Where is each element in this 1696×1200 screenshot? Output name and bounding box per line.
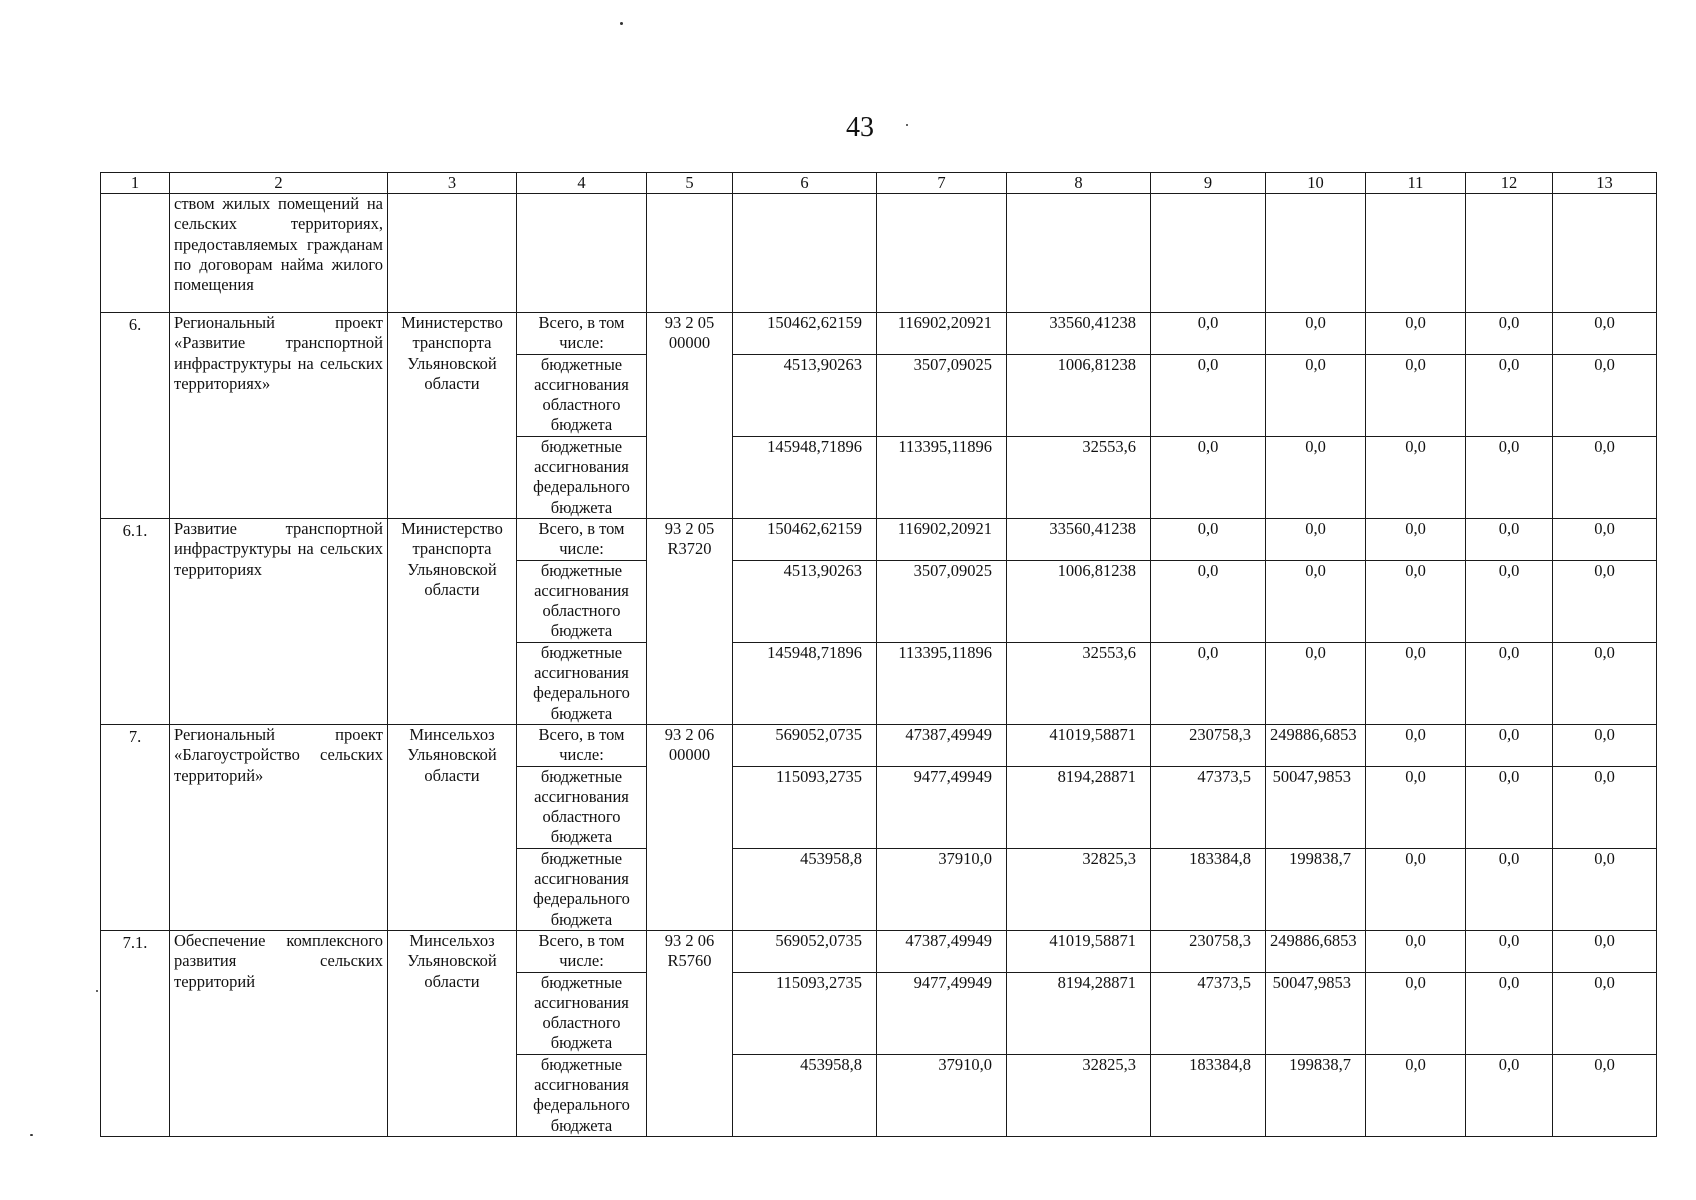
value-cell: 0,0: [1151, 313, 1266, 355]
value-cell: 0,0: [1366, 848, 1466, 930]
measure-name: Региональный проект «Развитие транспортной инфраструктуры на сельских территориях»: [170, 313, 388, 519]
value-cell: 0,0: [1151, 518, 1266, 560]
value-cell: 0,0: [1151, 560, 1266, 642]
value-cell: 47373,5: [1151, 766, 1266, 848]
value-cell: 0,0: [1151, 436, 1266, 518]
value-cell: 0,0: [1466, 766, 1553, 848]
table-row-total: [101, 518, 1657, 560]
header-cell: 9: [1151, 173, 1266, 194]
value-cell: 199838,7: [1266, 1054, 1366, 1136]
funding-source: бюджетные ассигнования областного бюджета: [517, 354, 647, 436]
value-cell: 0,0: [1553, 930, 1657, 972]
value-cell: 8194,28871: [1007, 766, 1151, 848]
value-cell: 0,0: [1466, 436, 1553, 518]
value-cell: 47387,49949: [877, 930, 1007, 972]
table-row-total: [101, 724, 1657, 766]
value-cell: 0,0: [1366, 313, 1466, 355]
row-number: 7.1.: [101, 930, 170, 1136]
value-cell: 0,0: [1553, 313, 1657, 355]
value-cell: 9477,49949: [877, 972, 1007, 1054]
funding-source: Всего, в том числе:: [517, 313, 647, 355]
executor-name: Минсельхоз Ульяновской области: [388, 930, 517, 1136]
value-cell: 145948,71896: [733, 436, 877, 518]
value-cell: 50047,9853: [1266, 766, 1366, 848]
value-cell: 32553,6: [1007, 642, 1151, 724]
value-cell: 453958,8: [733, 848, 877, 930]
value-cell: 0,0: [1553, 518, 1657, 560]
value-cell: 569052,0735: [733, 724, 877, 766]
value-cell: 150462,62159: [733, 518, 877, 560]
value-cell: 37910,0: [877, 848, 1007, 930]
scan-speck: [906, 124, 908, 126]
table-row-total: [101, 930, 1657, 972]
budget-code: 93 2 05 00000: [647, 313, 733, 519]
value-cell: 0,0: [1466, 313, 1553, 355]
value-cell: 116902,20921: [877, 518, 1007, 560]
value-cell: 0,0: [1553, 354, 1657, 436]
funding-source: бюджетные ассигнования областного бюджета: [517, 972, 647, 1054]
empty-cell: [1151, 194, 1266, 313]
funding-source: бюджетные ассигнования федерального бюджета: [517, 436, 647, 518]
value-cell: 0,0: [1366, 518, 1466, 560]
funding-source: бюджетные ассигнования федерального бюджета: [517, 642, 647, 724]
measure-name: Развитие транспортной инфраструктуры на сельских территориях: [170, 518, 388, 724]
value-cell: 0,0: [1266, 560, 1366, 642]
empty-cell: [1466, 194, 1553, 313]
header-cell: 4: [517, 173, 647, 194]
row-number: 6.: [101, 313, 170, 519]
continuation-name: ством жилых помещений на сельских территориях, предоставляемых гражданам по договорам найма жилого помещения: [170, 194, 388, 313]
empty-cell: [388, 194, 517, 313]
measure-name: Обеспечение комплексного развития сельских территорий: [170, 930, 388, 1136]
value-cell: 4513,90263: [733, 354, 877, 436]
value-cell: 113395,11896: [877, 642, 1007, 724]
value-cell: 115093,2735: [733, 972, 877, 1054]
scan-speck: [30, 1134, 33, 1136]
value-cell: 32553,6: [1007, 436, 1151, 518]
value-cell: 37910,0: [877, 1054, 1007, 1136]
value-cell: 0,0: [1366, 642, 1466, 724]
empty-cell: [1553, 194, 1657, 313]
funding-source: бюджетные ассигнования федерального бюджета: [517, 848, 647, 930]
scan-speck: [96, 990, 98, 992]
value-cell: 1006,81238: [1007, 354, 1151, 436]
value-cell: 0,0: [1553, 724, 1657, 766]
value-cell: 0,0: [1553, 642, 1657, 724]
value-cell: 0,0: [1266, 354, 1366, 436]
value-cell: 0,0: [1151, 642, 1266, 724]
header-cell: 5: [647, 173, 733, 194]
value-cell: 145948,71896: [733, 642, 877, 724]
header-cell: 11: [1366, 173, 1466, 194]
empty-cell: [1007, 194, 1151, 313]
value-cell: 0,0: [1366, 930, 1466, 972]
page-number: 43: [846, 112, 874, 143]
value-cell: 33560,41238: [1007, 313, 1151, 355]
value-cell: 0,0: [1266, 518, 1366, 560]
funding-source: Всего, в том числе:: [517, 518, 647, 560]
value-cell: 0,0: [1366, 560, 1466, 642]
header-cell: 8: [1007, 173, 1151, 194]
value-cell: 0,0: [1466, 972, 1553, 1054]
empty-cell: [517, 194, 647, 313]
budget-code: 93 2 06 00000: [647, 724, 733, 930]
budget-code: 93 2 05 R3720: [647, 518, 733, 724]
value-cell: 569052,0735: [733, 930, 877, 972]
funding-source: бюджетные ассигнования областного бюджета: [517, 560, 647, 642]
value-cell: 0,0: [1266, 313, 1366, 355]
header-row: [101, 173, 1657, 194]
value-cell: 183384,8: [1151, 848, 1266, 930]
value-cell: 0,0: [1466, 848, 1553, 930]
value-cell: 0,0: [1151, 354, 1266, 436]
empty-cell: [877, 194, 1007, 313]
value-cell: 0,0: [1466, 518, 1553, 560]
value-cell: 183384,8: [1151, 1054, 1266, 1136]
value-cell: 0,0: [1553, 560, 1657, 642]
budget-code: 93 2 06 R5760: [647, 930, 733, 1136]
funding-source: бюджетные ассигнования областного бюджета: [517, 766, 647, 848]
value-cell: 32825,3: [1007, 848, 1151, 930]
header-cell: 7: [877, 173, 1007, 194]
row-number: 7.: [101, 724, 170, 930]
value-cell: 0,0: [1553, 766, 1657, 848]
header-cell: 10: [1266, 173, 1366, 194]
value-cell: 0,0: [1466, 930, 1553, 972]
value-cell: 249886,6853: [1266, 930, 1366, 972]
value-cell: 9477,49949: [877, 766, 1007, 848]
value-cell: 50047,9853: [1266, 972, 1366, 1054]
value-cell: 116902,20921: [877, 313, 1007, 355]
value-cell: 0,0: [1466, 354, 1553, 436]
value-cell: 0,0: [1266, 642, 1366, 724]
value-cell: 0,0: [1366, 724, 1466, 766]
value-cell: 8194,28871: [1007, 972, 1151, 1054]
continuation-row: [101, 194, 1657, 313]
value-cell: 0,0: [1553, 436, 1657, 518]
value-cell: 230758,3: [1151, 930, 1266, 972]
value-cell: 3507,09025: [877, 354, 1007, 436]
value-cell: 230758,3: [1151, 724, 1266, 766]
value-cell: 0,0: [1553, 1054, 1657, 1136]
header-cell: 3: [388, 173, 517, 194]
value-cell: 0,0: [1466, 724, 1553, 766]
value-cell: 0,0: [1466, 1054, 1553, 1136]
measure-name: Региональный проект «Благоустройство сельских территорий»: [170, 724, 388, 930]
value-cell: 0,0: [1553, 848, 1657, 930]
value-cell: 41019,58871: [1007, 930, 1151, 972]
header-cell: 1: [101, 173, 170, 194]
value-cell: 453958,8: [733, 1054, 877, 1136]
header-cell: 2: [170, 173, 388, 194]
value-cell: 113395,11896: [877, 436, 1007, 518]
value-cell: 115093,2735: [733, 766, 877, 848]
value-cell: 0,0: [1266, 436, 1366, 518]
value-cell: 0,0: [1366, 766, 1466, 848]
executor-name: Минсельхоз Ульяновской области: [388, 724, 517, 930]
funding-source: Всего, в том числе:: [517, 930, 647, 972]
empty-cell: [1366, 194, 1466, 313]
funding-source: бюджетные ассигнования федерального бюджета: [517, 1054, 647, 1136]
budget-table: [100, 172, 1657, 1137]
executor-name: Министерство транспорта Ульяновской области: [388, 518, 517, 724]
value-cell: 199838,7: [1266, 848, 1366, 930]
value-cell: 0,0: [1466, 560, 1553, 642]
value-cell: 47373,5: [1151, 972, 1266, 1054]
value-cell: 0,0: [1366, 972, 1466, 1054]
scan-speck: [620, 22, 623, 25]
value-cell: 0,0: [1366, 436, 1466, 518]
header-cell: 12: [1466, 173, 1553, 194]
row-number-cell: [101, 194, 170, 313]
header-cell: 6: [733, 173, 877, 194]
empty-cell: [733, 194, 877, 313]
row-number: 6.1.: [101, 518, 170, 724]
value-cell: 4513,90263: [733, 560, 877, 642]
value-cell: 249886,6853: [1266, 724, 1366, 766]
empty-cell: [1266, 194, 1366, 313]
value-cell: 0,0: [1466, 642, 1553, 724]
table-row-total: [101, 313, 1657, 355]
value-cell: 3507,09025: [877, 560, 1007, 642]
value-cell: 47387,49949: [877, 724, 1007, 766]
value-cell: 0,0: [1553, 972, 1657, 1054]
value-cell: 32825,3: [1007, 1054, 1151, 1136]
empty-cell: [647, 194, 733, 313]
value-cell: 33560,41238: [1007, 518, 1151, 560]
header-cell: 13: [1553, 173, 1657, 194]
value-cell: 150462,62159: [733, 313, 877, 355]
value-cell: 41019,58871: [1007, 724, 1151, 766]
value-cell: 0,0: [1366, 1054, 1466, 1136]
funding-source: Всего, в том числе:: [517, 724, 647, 766]
executor-name: Министерство транспорта Ульяновской области: [388, 313, 517, 519]
value-cell: 0,0: [1366, 354, 1466, 436]
value-cell: 1006,81238: [1007, 560, 1151, 642]
